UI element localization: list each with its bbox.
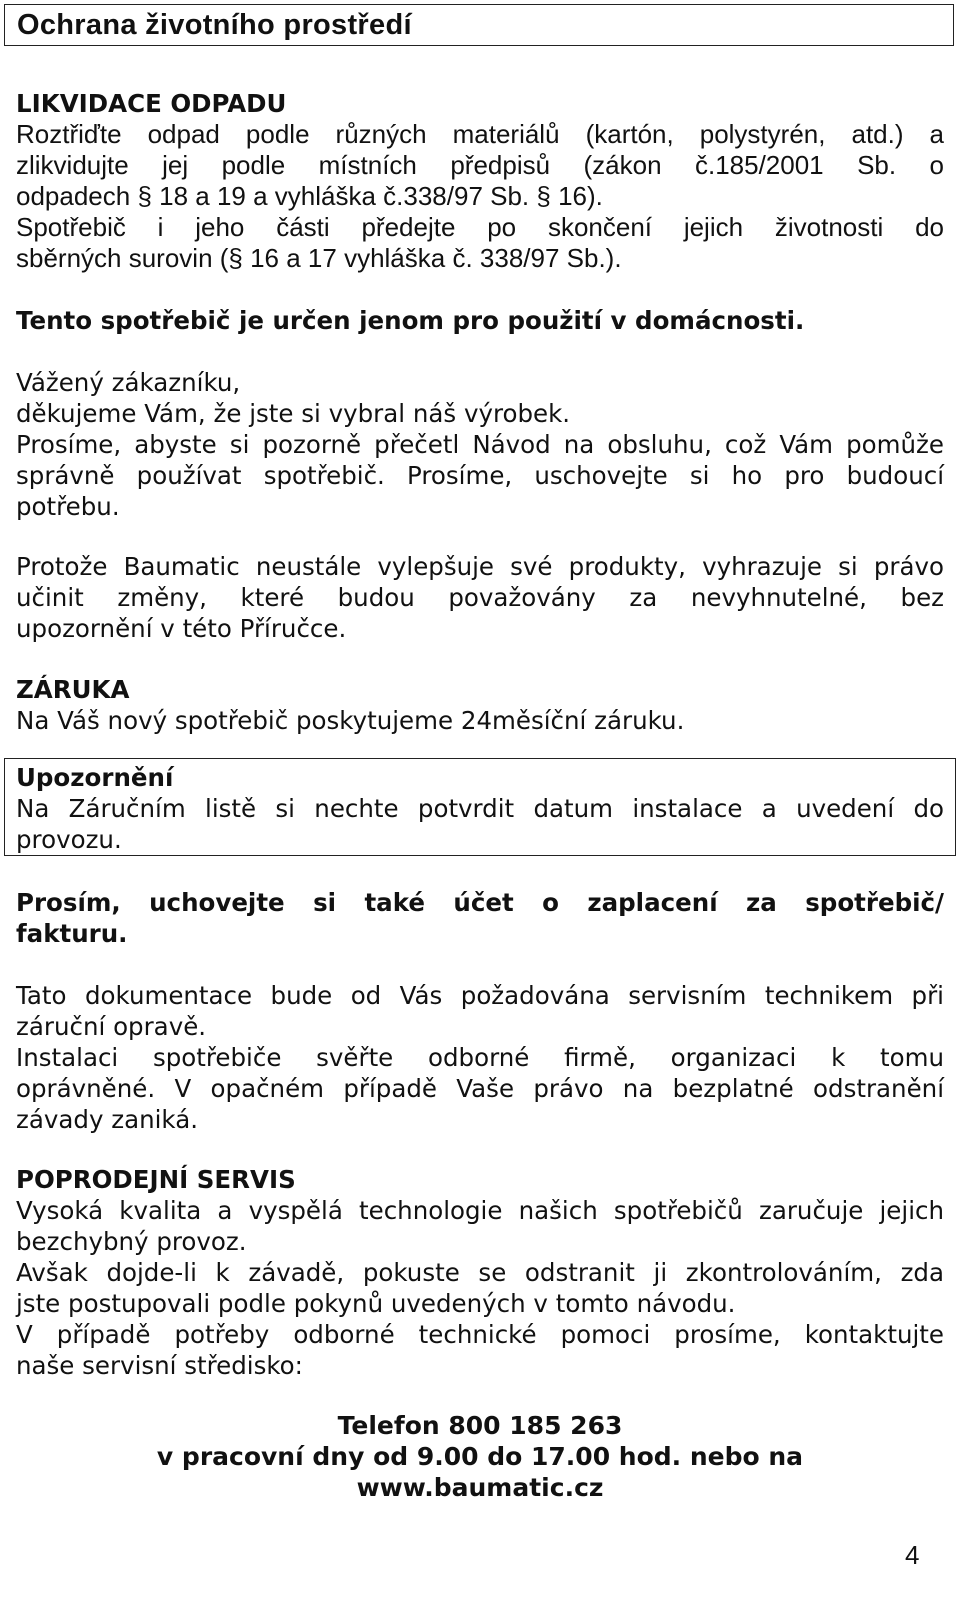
contact-web: www.baumatic.cz <box>356 1473 604 1502</box>
greeting-line-3: Prosíme, abyste si pozorně přečetl Návod na obsluhu, což Vám pomůže <box>16 430 944 459</box>
documentation-line-4: oprávněné. V opačném případě Vaše právo na bezplatné odstranění <box>16 1074 944 1103</box>
disposal-section <box>16 88 944 119</box>
service-line-4: jste postupovali podle pokynů uvedených v tomto návodu. <box>16 1289 736 1318</box>
page-number: 4 <box>905 1540 920 1570</box>
household-notice: Tento spotřebič je určen jenom pro použití v domácnosti. <box>16 306 805 335</box>
service-section <box>16 1164 944 1381</box>
warranty-text: Na Váš nový spotřebič poskytujeme 24měsíční záruku. <box>16 706 685 735</box>
disposal-line-5: sběrných surovin (§ 16 a 17 vyhláška č. 338/97 Sb.). <box>16 243 622 273</box>
service-heading: POPRODEJNÍ SERVIS <box>16 1165 296 1194</box>
documentation-line-3: Instalaci spotřebiče svěřte odborné firmě, organizaci k tomu <box>16 1043 944 1072</box>
service-line-1: Vysoká kvalita a vyspělá technologie našich spotřebičů zaručuje jejich <box>16 1196 944 1225</box>
warranty-section <box>16 674 944 736</box>
warning-heading: Upozornění <box>16 763 174 792</box>
disposal-line-4: Spotřebič i jeho části předejte po skončení jejich životnosti do <box>16 212 944 242</box>
page-title: Ochrana životního prostředí <box>17 9 412 41</box>
service-line-3: Avšak dojde-li k závadě, pokuste se odstranit ji zkontrolováním, zda <box>16 1258 944 1287</box>
greeting-line-4: správně používat spotřebič. Prosíme, uschovejte si ho pro budoucí <box>16 461 944 490</box>
disposal-heading: LIKVIDACE ODPADU <box>16 89 287 118</box>
documentation-line-2: záruční opravě. <box>16 1012 207 1041</box>
greeting-line-5: potřebu. <box>16 492 120 521</box>
documentation-line-1: Tato dokumentace bude od Vás požadována servisním technikem při <box>16 981 944 1010</box>
service-line-2: bezchybný provoz. <box>16 1227 247 1256</box>
disposal-line-3: odpadech § 18 a 19 a vyhláška č.338/97 Sb. § 16). <box>16 181 603 211</box>
receipt-line-1: Prosím, uchovejte si také účet o zaplacení za spotřebič/ <box>16 888 944 917</box>
title-box <box>4 4 954 46</box>
improvement-line-3: upozornění v této Příručce. <box>16 614 347 643</box>
documentation-line-5: závady zaniká. <box>16 1105 198 1134</box>
warning-line-2: provozu. <box>16 825 122 854</box>
disposal-text <box>16 119 944 274</box>
contact-hours: v pracovní dny od 9.00 do 17.00 hod. nebo na <box>156 1442 804 1471</box>
receipt-line-2: fakturu. <box>16 919 128 948</box>
warning-line-1: Na Záručním listě si nechte potvrdit datum instalace a uvedení do <box>16 794 944 823</box>
contact-phone: Telefon 800 185 263 <box>337 1411 623 1440</box>
service-line-6: naše servisní středisko: <box>16 1351 303 1380</box>
service-line-5: V případě potřeby odborné technické pomoci prosíme, kontaktujte <box>16 1320 944 1349</box>
contact-section <box>0 1410 960 1503</box>
greeting-section <box>16 367 944 522</box>
warranty-heading: ZÁRUKA <box>16 675 130 704</box>
warning-section <box>16 762 944 855</box>
disposal-line-1: Roztřiďte odpad podle různých materiálů (kartón, polystyrén, atd.) a <box>16 119 944 149</box>
greeting-line-2: děkujeme Vám, že jste si vybral náš výrobek. <box>16 399 571 428</box>
disposal-line-2: zlikvidujte jej podle místních předpisů (zákon č.185/2001 Sb. o <box>16 150 944 180</box>
documentation-section <box>16 980 944 1135</box>
greeting-line-1: Vážený zákazníku, <box>16 368 241 397</box>
improvement-section <box>16 551 944 644</box>
improvement-line-1: Protože Baumatic neustále vylepšuje své produkty, vyhrazuje si právo <box>16 552 944 581</box>
improvement-line-2: učinit změny, které budou považovány za nevyhnutelné, bez <box>16 583 944 612</box>
receipt-section <box>16 887 944 949</box>
